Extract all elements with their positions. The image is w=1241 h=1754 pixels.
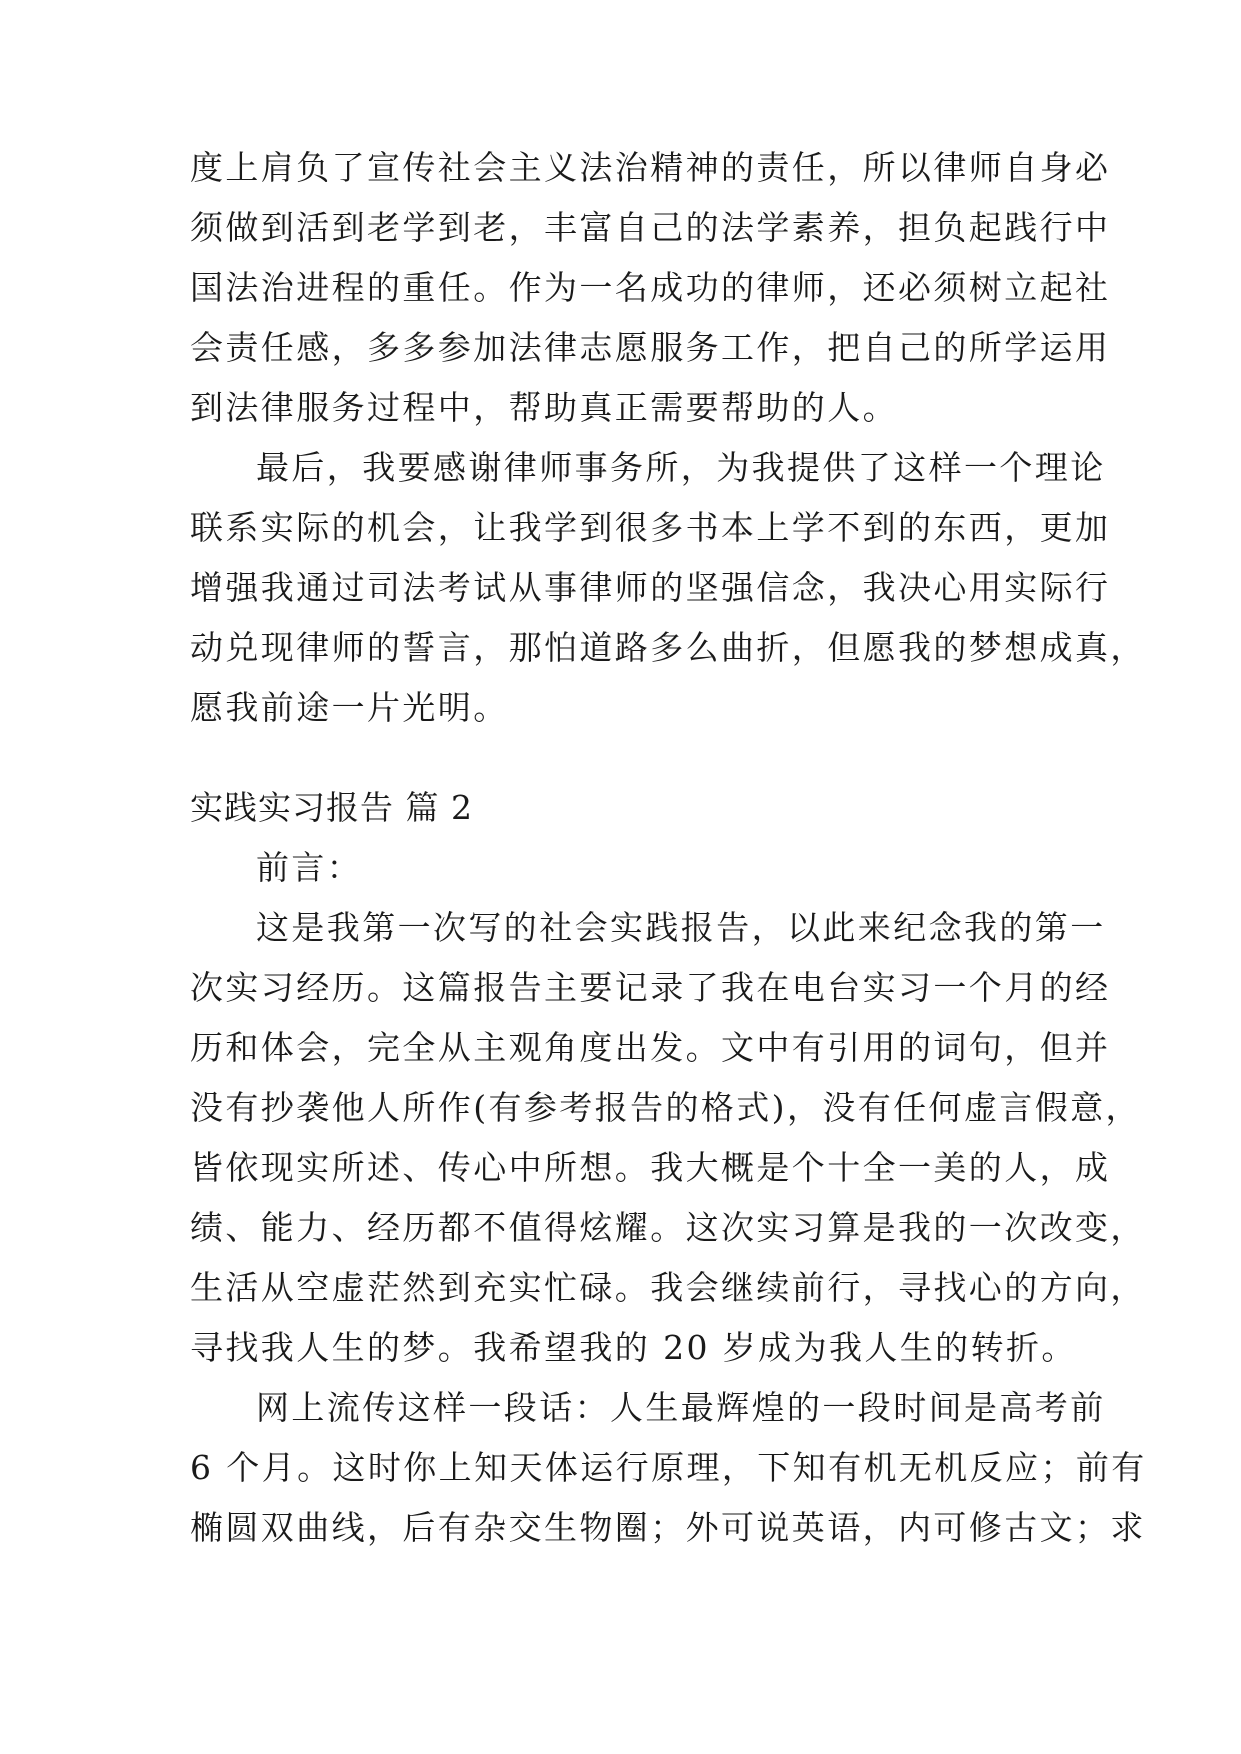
- paragraph-line: 到法律服务过程中，帮助真正需要帮助的人。: [190, 388, 898, 427]
- paragraph-line: 联系实际的机会，让我学到很多书本上学不到的东西，更加: [190, 508, 1111, 547]
- paragraph-line: 网上流传这样一段话：人生最辉煌的一段时间是高考前: [256, 1388, 1106, 1427]
- paragraph-line: 国法治进程的重任。作为一名成功的律师，还必须树立起社: [190, 268, 1111, 307]
- paragraph-line: 增强我通过司法考试从事律师的坚强信念，我决心用实际行: [190, 568, 1111, 607]
- paragraph-line: 寻找我人生的梦。我希望我的 20 岁成为我人生的转折。: [190, 1328, 1077, 1367]
- paragraph-line: 次实习经历。这篇报告主要记录了我在电台实习一个月的经: [190, 968, 1111, 1007]
- paragraph-line: 没有抄袭他人所作(有参考报告的格式)，没有任何虚言假意，: [190, 1088, 1141, 1127]
- paragraph-line: 这是我第一次写的社会实践报告，以此来纪念我的第一: [256, 908, 1106, 947]
- paragraph-line: 度上肩负了宣传社会主义法治精神的责任，所以律师自身必: [190, 148, 1111, 187]
- paragraph-line: 生活从空虚茫然到充实忙碌。我会继续前行，寻找心的方向，: [190, 1268, 1146, 1307]
- paragraph-line: 最后，我要感谢律师事务所，为我提供了这样一个理论: [256, 448, 1106, 487]
- paragraph-line: 绩、能力、经历都不值得炫耀。这次实习算是我的一次改变，: [190, 1208, 1146, 1247]
- paragraph-line: 须做到活到老学到老，丰富自己的法学素养，担负起践行中: [190, 208, 1111, 247]
- paragraph-line: 动兑现律师的誓言，那怕道路多么曲折，但愿我的梦想成真，: [190, 628, 1146, 667]
- section-title: 实践实习报告 篇 2: [190, 788, 473, 827]
- paragraph-line: 会责任感，多多参加法律志愿服务工作，把自己的所学运用: [190, 328, 1111, 367]
- paragraph-line: 皆依现实所述、传心中所想。我大概是个十全一美的人，成: [190, 1148, 1111, 1187]
- preface-label: 前言：: [256, 848, 363, 887]
- paragraph-line: 6 个月。这时你上知天体运行原理，下知有机无机反应；前有: [190, 1448, 1147, 1487]
- paragraph-line: 愿我前途一片光明。: [190, 688, 509, 727]
- paragraph-line: 历和体会，完全从主观角度出发。文中有引用的词句，但并: [190, 1028, 1111, 1067]
- paragraph-line: 椭圆双曲线，后有杂交生物圈；外可说英语，内可修古文；求: [190, 1508, 1146, 1547]
